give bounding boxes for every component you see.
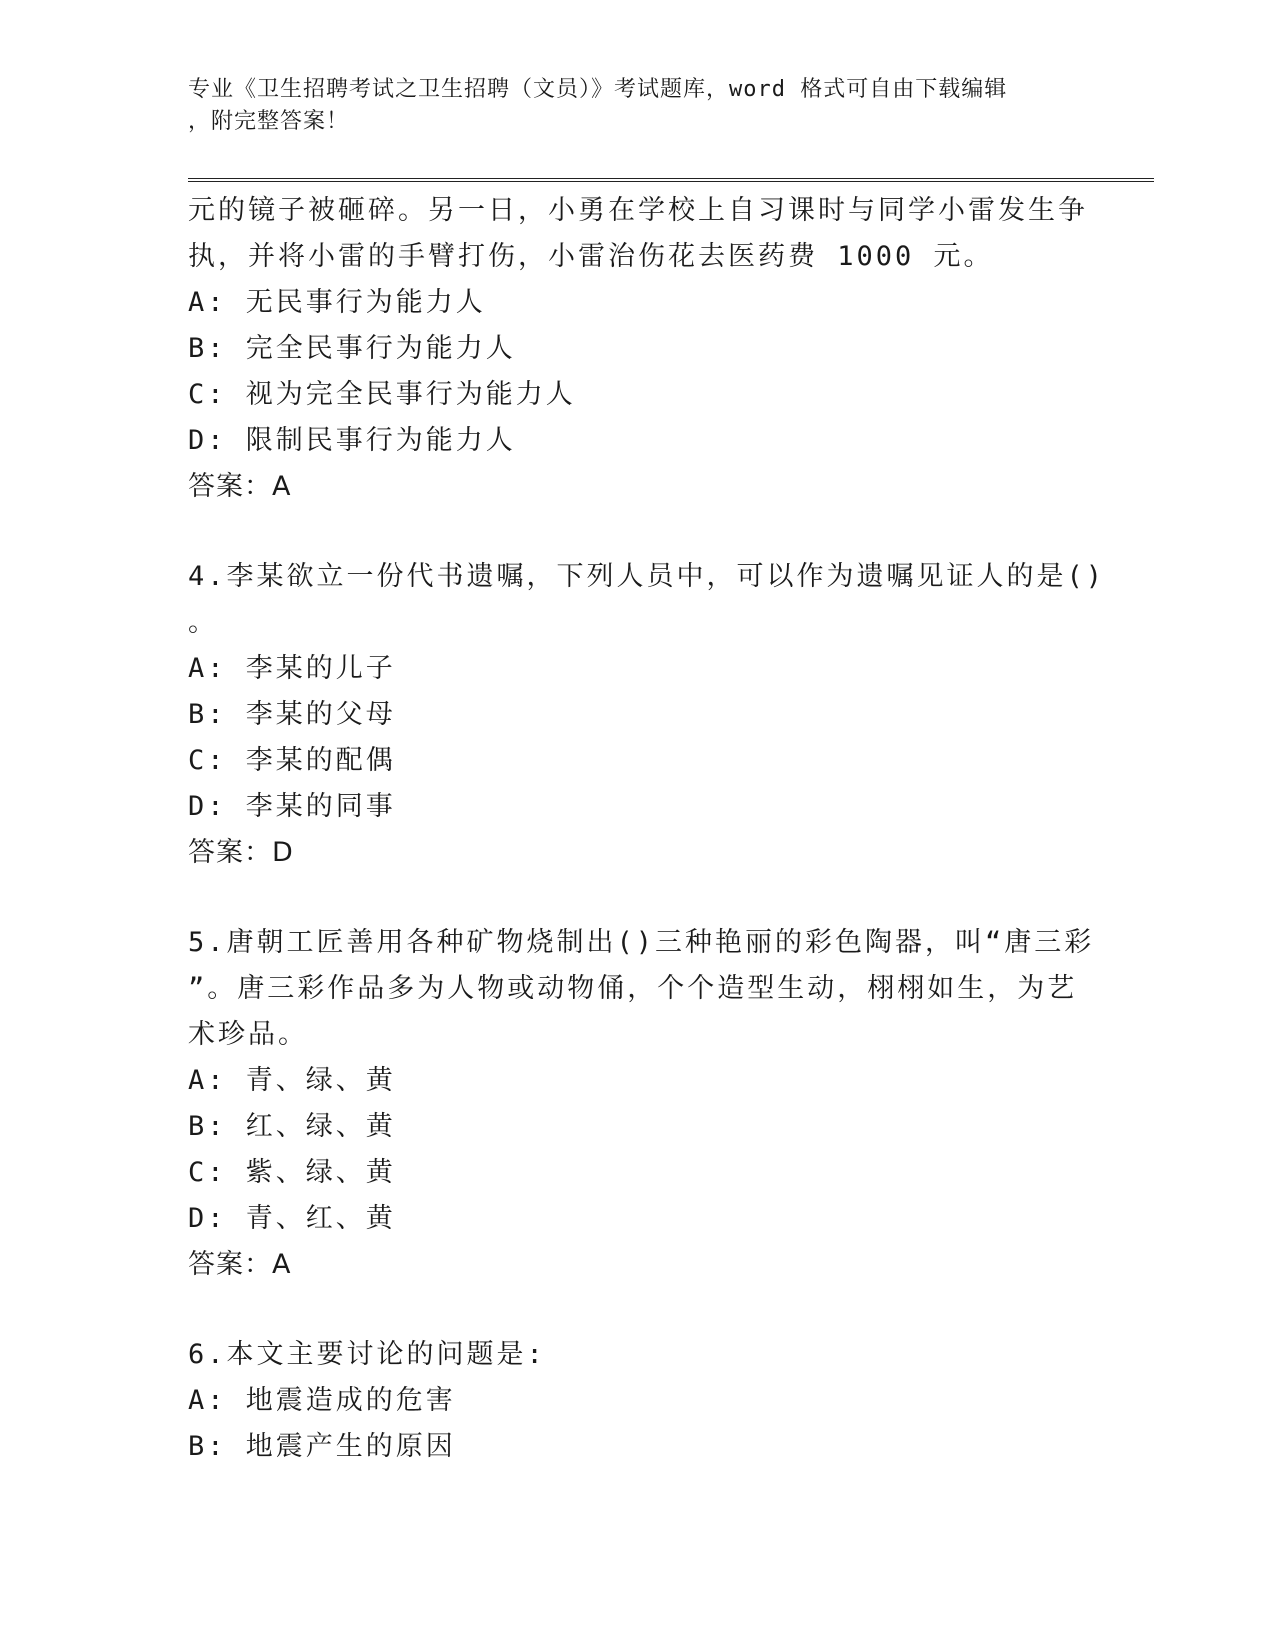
question-text-line: 元的镜子被砸碎。另一日，小勇在学校上自习课时与同学小雷发生争 bbox=[188, 195, 1088, 226]
question-6 bbox=[188, 1332, 1068, 1470]
option-a: A: 地震造成的危害 bbox=[188, 1385, 456, 1416]
header-line-2: ，附完整答案！ bbox=[188, 109, 350, 134]
question-text-line: 6.本文主要讨论的问题是: bbox=[188, 1339, 546, 1370]
question-text-line: 4.李某欲立一份代书遗嘱，下列人员中，可以作为遗嘱见证人的是() bbox=[188, 561, 1106, 592]
option-c: C: 紫、绿、黄 bbox=[188, 1157, 396, 1188]
question-5 bbox=[188, 920, 1095, 1288]
question-text-line: 执，并将小雷的手臂打伤，小雷治伤花去医药费 1000 元。 bbox=[188, 241, 994, 272]
answer-label: 答案：A bbox=[188, 471, 292, 502]
document-body bbox=[188, 188, 1106, 1470]
option-a: A: 青、绿、黄 bbox=[188, 1065, 396, 1096]
option-c: C: 李某的配偶 bbox=[188, 745, 396, 776]
question-text-line: ”。唐三彩作品多为人物或动物俑，个个造型生动，栩栩如生，为艺 bbox=[188, 973, 1078, 1004]
question-text-line: 5.唐朝工匠善用各种矿物烧制出()三种艳丽的彩色陶器，叫“唐三彩 bbox=[188, 927, 1095, 958]
question-text-line: 。 bbox=[188, 607, 218, 638]
option-d: D: 李某的同事 bbox=[188, 791, 396, 822]
option-b: B: 红、绿、黄 bbox=[188, 1111, 396, 1142]
question-text-line: 术珍品。 bbox=[188, 1019, 308, 1050]
answer-label: 答案：A bbox=[188, 1249, 292, 1280]
header-double-rule bbox=[188, 178, 1154, 182]
option-a: A: 李某的儿子 bbox=[188, 653, 396, 684]
option-d: D: 限制民事行为能力人 bbox=[188, 425, 516, 456]
option-b: B: 完全民事行为能力人 bbox=[188, 333, 516, 364]
option-d: D: 青、红、黄 bbox=[188, 1203, 396, 1234]
page-header bbox=[188, 74, 1068, 138]
option-c: C: 视为完全民事行为能力人 bbox=[188, 379, 576, 410]
option-b: B: 地震产生的原因 bbox=[188, 1431, 456, 1462]
question-4 bbox=[188, 554, 1106, 876]
question-3-continued bbox=[188, 188, 1088, 510]
option-a: A: 无民事行为能力人 bbox=[188, 287, 486, 318]
answer-label: 答案：D bbox=[188, 837, 294, 868]
option-b: B: 李某的父母 bbox=[188, 699, 396, 730]
header-line-1: 专业《卫生招聘考试之卫生招聘（文员）》考试题库，word 格式可自由下载编辑 bbox=[188, 77, 1008, 102]
